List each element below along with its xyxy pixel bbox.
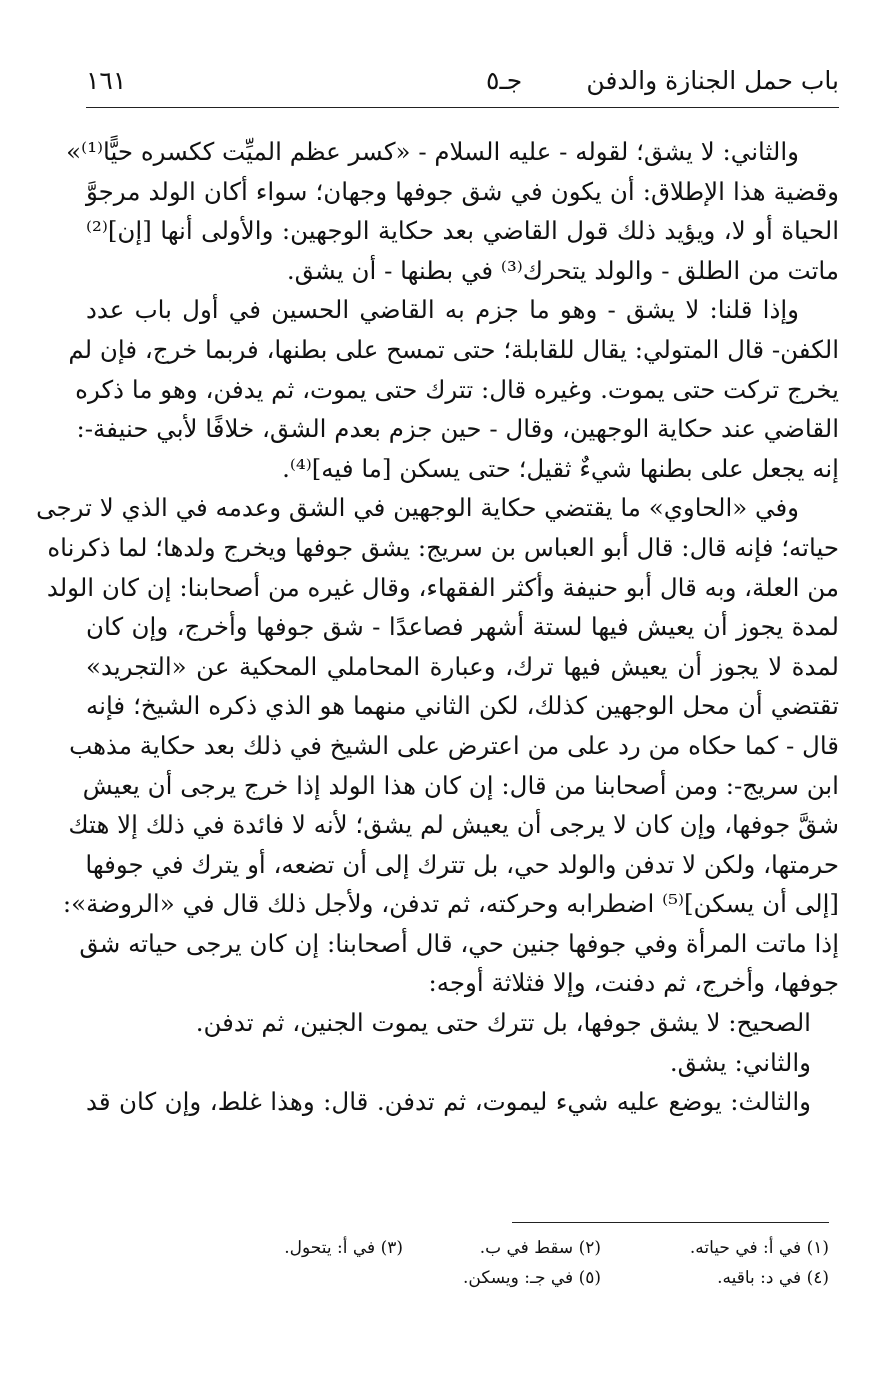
text-line: والثاني: لا يشق؛ لقوله - عليه السلام - «كسر عظم الميِّت ككسره حيًّا⁽¹⁾» <box>66 137 799 166</box>
text-line: وقضية هذا الإطلاق: أن يكون في شق جوفها وجهان؛ سواء أكان الولد مرجوَّ <box>86 176 839 206</box>
footnote-rule <box>512 1222 829 1223</box>
text-line: الكفن- قال المتولي: يقال للقابلة؛ حتى تمسح على بطنها، فربما خرج، فإن لم <box>68 334 839 364</box>
footnote-row <box>90 1265 829 1291</box>
text-line: لمدة يجوز أن يعيش فيها لستة أشهر فصاعدًا - شق جوفها وأخرج، وإن كان <box>86 612 839 642</box>
text-line: جوفها، وأخرج، ثم دفنت، وإلا فثلاثة أوجه: <box>428 968 839 998</box>
footnote-2: (٢) سقط في ب. <box>479 1238 601 1258</box>
text-line: قال - كما حكاه من رد على من اعترض على الشيخ في ذلك بعد حكاية مذهب <box>69 730 839 760</box>
text-line: حياته؛ فإنه قال: قال أبو العباس بن سريج: يشق جوفها ويخرج ولدها؛ لما ذكرناه <box>47 532 839 562</box>
text-line: إذا ماتت المرأة وفي جوفها جنين حي، قال أصحابنا: إن كان يرجى حياته شق <box>79 928 839 958</box>
text-line: ابن سريج-: ومن أصحابنا من قال: إن كان هذا الولد إذا خرج يرجى أن يعيش <box>82 770 839 800</box>
footnote-5: (٥) في جـ: ويسكن. <box>463 1268 601 1288</box>
text-line: الصحيح: لا يشق جوفها، بل تترك حتى يموت الجنين، ثم تدفن. <box>195 1008 811 1038</box>
text-line: القاضي عند حكاية الوجهين، وقال - حين جزم بعدم الشق، خلافًا لأبي حنيفة-: <box>76 414 839 444</box>
text-line: وإذا قلنا: لا يشق - وهو ما جزم به القاضي الحسين في أول باب عدد <box>86 295 799 325</box>
chapter-title: باب حمل الجنازة والدفن <box>586 66 839 95</box>
footnote-3: (٣) في أ: يتحول. <box>284 1238 403 1258</box>
text-line: [إلى أن يسكن]⁽⁵⁾ اضطرابه وحركته، ثم تدفن، ولأجل ذلك قال في «الروضة»: <box>62 889 839 919</box>
text-line: يخرج تركت حتى يموت. وغيره قال: تترك حتى يموت، ثم يدفن، وهو ما ذكره <box>75 374 839 404</box>
header-rule <box>86 107 839 108</box>
text-line: من العلة، وبه قال أبو حنيفة وأكثر الفقهاء، وقال غيره من أصحابنا: إن كان الولد <box>46 572 839 602</box>
text-line: ماتت من الطلق - والولد يتحرك⁽³⁾ في بطنها - أن يشق. <box>286 255 839 285</box>
main-text <box>36 132 839 1122</box>
page-number: ١٦١ <box>86 66 127 95</box>
text-line: شقَّ جوفها، وإن كان لا يرجى أن يعيش لم يشق؛ لأنه لا فائدة في ذلك إلا هتك <box>68 810 839 840</box>
text-line: إنه يجعل على بطنها شيءٌ ثقيل؛ حتى يسكن [ما فيه]⁽⁴⁾. <box>282 453 839 483</box>
text-line: الحياة أو لا، ويؤيد ذلك قول القاضي بعد حكاية الوجهين: والأولى أنها [إن]⁽²⁾ <box>86 216 839 246</box>
running-header <box>86 66 839 106</box>
footnote-1: (١) في أ: في حياته. <box>689 1238 829 1258</box>
volume-label: جـ٥ <box>486 66 523 95</box>
footnote-row <box>90 1235 829 1261</box>
footnote-4: (٤) في د: باقيه. <box>717 1268 829 1288</box>
text-line: والثاني: يشق. <box>669 1047 811 1077</box>
text-line: تقتضي أن محل الوجهين كذلك، لكن الثاني منهما هو الذي ذكره الشيخ؛ فإنه <box>86 691 839 721</box>
text-line: حرمتها، ولكن لا تدفن والولد حي، بل تترك إلى أن تضعه، أو يترك في جوفها <box>85 849 839 879</box>
text-line: والثالث: يوضع عليه شيء ليموت، ثم تدفن. قال: وهذا غلط، وإن كان قد <box>86 1087 811 1117</box>
text-line: وفي «الحاوي» ما يقتضي حكاية الوجهين في الشق وعدمه في الذي لا ترجى <box>36 493 799 523</box>
text-line: لمدة لا يجوز أن يعيش فيها ترك، وعبارة المحاملي المحكية عن «التجريد» <box>86 651 839 681</box>
